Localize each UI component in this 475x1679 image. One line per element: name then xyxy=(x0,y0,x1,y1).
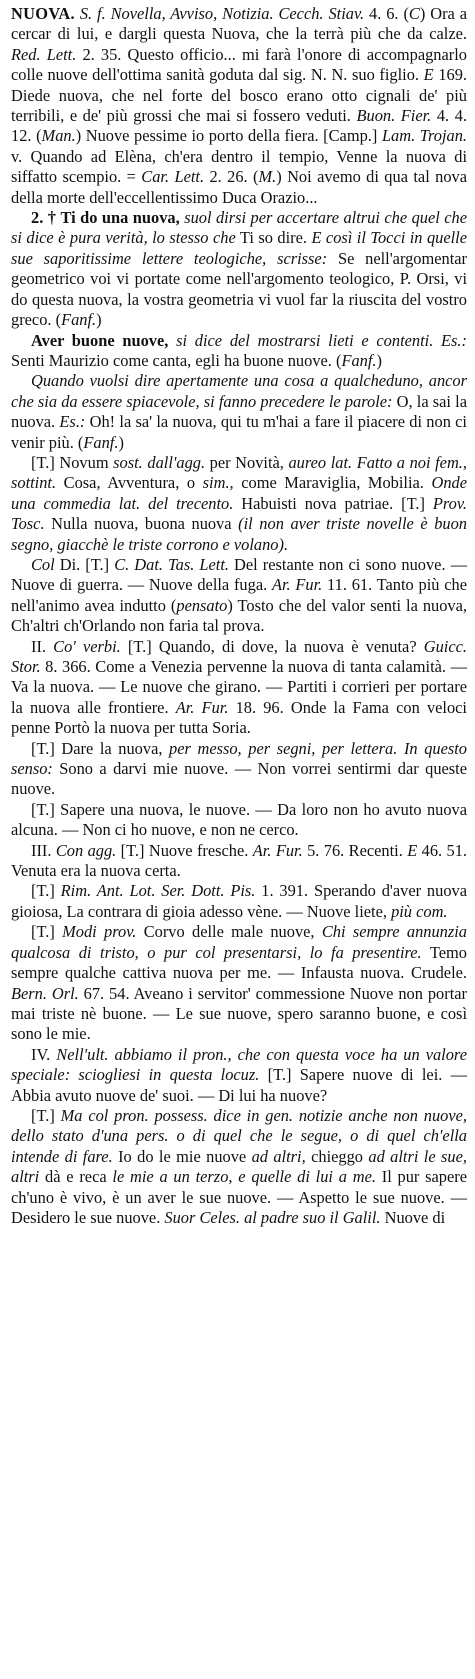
italic-text: Rim. Ant. Lot. Ser. Dott. Pis. xyxy=(60,881,256,901)
italic-text: per messo, per segni, per lettera. In questo senso: xyxy=(11,738,467,779)
italic-text: suol dirsi per accertare altrui che quel che si dice è pura verità, lo stesso che xyxy=(11,208,467,248)
text-run: 169. Diede nuova, che nel forte del bosco erano otto cignali de' più terribili, e de' più grossi che mai si fossero veduti. xyxy=(11,65,468,126)
italic-text: Ar. Fur. xyxy=(252,840,303,860)
text-run: [T.] Quando, di dove, la nuova è venuta? xyxy=(120,636,424,656)
text-run: Sono a darvi mie nuove. — Non vorrei sentirmi dar queste nuove. xyxy=(11,759,467,799)
text-run: dà e reca xyxy=(39,1167,113,1187)
paragraph-entry-headword xyxy=(11,4,467,208)
italic-text: Fanf. xyxy=(83,432,119,452)
italic-text: Co' verbi. xyxy=(53,636,121,656)
text-run: chieggo xyxy=(305,1146,369,1166)
italic-text: Guicc. Stor. xyxy=(11,636,467,676)
text-run: ) xyxy=(118,432,124,452)
text-run: II. xyxy=(31,636,54,656)
italic-text: M. xyxy=(258,167,277,187)
text-run: 4. 6. ( xyxy=(364,4,409,23)
bold-term: Aver buone nuove, xyxy=(31,330,169,350)
paragraph-sense-iv xyxy=(11,1045,467,1106)
paragraph-sense-iii xyxy=(11,841,467,882)
italic-text: Lam. Trojan. xyxy=(381,126,467,146)
text-run: ) Noi avemo di qua tal nova della morte dell'eccellentissimo Duca Orazio... xyxy=(11,167,467,207)
italic-text: più com. xyxy=(391,901,448,921)
text-run: v. Quando ad Elèna, ch'era dentro il tempio, Venne la nuova di siffatto scempio. = xyxy=(11,146,467,187)
italic-text: C. Dat. Tas. Lett. xyxy=(114,554,229,574)
italic-text: Chi sempre annunzia qualcosa di tristo, o pur col presentarsi, lo fa presentire. xyxy=(11,922,468,962)
italic-text: Ar. Fur. xyxy=(175,697,229,717)
text-run: 46. 51. Venuta era la nuova certa. xyxy=(11,840,468,881)
paragraph-aver-buone-nuove xyxy=(11,331,467,372)
text-run: [T.] Dare la nuova, xyxy=(31,738,170,758)
text-run: Habuisti nova patriae. [T.] xyxy=(233,493,433,513)
text-run: Oh! la sa' la nuova, qui tu m'hai a fare il piacere di non ci venir più. ( xyxy=(11,412,467,452)
text-run: 11. 61. Tanto più che nell'animo avea indutto ( xyxy=(11,575,467,615)
italic-text: Suor Celes. al padre suo il Galil. xyxy=(164,1207,381,1227)
text-run: [T.] Sapere nuove di lei. — Abbia avuto nuove de' suoi. — Di lui ha nuove? xyxy=(11,1065,467,1105)
text-run: O, la sai la nuova. xyxy=(11,391,467,432)
italic-text: le mie a un terzo, e quelle di lui a me. xyxy=(112,1167,376,1187)
italic-text: Prov. Tosc. xyxy=(11,493,467,534)
text-run: Il pur sapere ch'uno è vivo, è un aver le sue nuove. — Aspetto le sue nuove. — Desidero le sue nuove. xyxy=(11,1167,468,1227)
italic-text: sim., xyxy=(202,473,234,493)
text-run: 18. 96. Onde la Fama con veloci penne Portò la nuova per tutta Soria. xyxy=(11,697,467,738)
text-run: Nuove di xyxy=(380,1207,446,1227)
bold-term: 2. † Ti do una nuova, xyxy=(31,208,180,228)
text-run: ) xyxy=(96,310,102,330)
italic-text: Ar. Fur. xyxy=(271,575,323,595)
text-run: IV. xyxy=(31,1044,57,1064)
italic-text: Car. Lett. xyxy=(141,167,205,187)
text-run: [T.] xyxy=(31,881,61,901)
paragraph-quando-vuolsi xyxy=(11,371,467,453)
paragraph-col-di xyxy=(11,555,467,637)
italic-text: ad altri le sue, altri xyxy=(11,1146,467,1187)
paragraph-dare-la-nuova xyxy=(11,739,467,800)
italic-text: ad altri, xyxy=(251,1146,306,1166)
text-run: 5. 76. Recenti. xyxy=(302,840,408,860)
text-run: ) Nuove pessime io porto della fiera. [Camp.] xyxy=(75,126,382,146)
text-run: [T.] Sapere una nuova, le nuove. — Da loro non ho avuto nuova alcuna. — Non ci ho nuove, e non ne cerco. xyxy=(11,799,467,840)
paragraph-rim-ant xyxy=(11,881,467,922)
text-run: Temo sempre qualche cattiva nuova per me. — Infausta nuova. Crudele. xyxy=(11,942,467,983)
text-run: Cosa, Avventura, o xyxy=(56,473,203,493)
italic-text: si dice del mostrarsi lieti e contenti. Es.: xyxy=(176,330,467,350)
italic-text: sost. dall'agg. xyxy=(113,452,206,472)
italic-text: Red. Lett. xyxy=(11,44,77,64)
italic-text: Modi prov. xyxy=(62,922,137,942)
italic-text: E xyxy=(407,840,418,860)
italic-text: Es.: xyxy=(59,412,86,432)
text-run: come Maraviglia, Mobilia. xyxy=(233,473,432,493)
text-run: [T.] Nuove fresche. xyxy=(116,840,253,860)
italic-text: Buon. Fier. xyxy=(356,106,432,126)
text-run: 4. 4. 12. ( xyxy=(11,106,468,146)
text-run: 1. 391. Sperando d'aver nuova gioiosa, La contrara di gioia adesso vène. — Nuove liete, xyxy=(11,881,467,921)
text-run: Nulla nuova, buona nuova xyxy=(44,514,239,534)
paragraph-pron-possess xyxy=(11,1106,467,1228)
italic-text: Col xyxy=(31,554,55,574)
italic-text: Ma col pron. possess. dice in gen. notizie anche non nuove, dello stato d'una pers. o di quel che le segue, o di quel ch'ella intende di fare. xyxy=(11,1105,467,1166)
italic-text: (il non aver triste novelle è buon segno, giacchè le triste corrono e volano). xyxy=(11,514,467,554)
paragraph-sense-2 xyxy=(11,208,467,330)
text-run: Se nell'argomentar geometrico voi vi portate come nell'argomento teologico, P. Orsi, vi do questa nuova, la vostra geometria vi vuol far la riuscita del vostro greco. ( xyxy=(11,248,467,330)
italic-text: Fanf. xyxy=(61,310,97,330)
italic-text: pensato xyxy=(176,595,228,615)
italic-text: S. f. Novella, Avviso, Notizia. Cecch. Stiav. xyxy=(79,4,365,23)
text-run: Io do le mie nuove xyxy=(112,1146,252,1166)
italic-text: Man. xyxy=(41,126,76,146)
paragraph-novum xyxy=(11,453,467,555)
text-run: ) Ora a cercar di lui, e dargli questa Nuova, che la terrà più che da calze. xyxy=(11,4,467,44)
italic-text: Quando vuolsi dire apertamente una cosa a qualcheduno, ancor che sia da essere spiacevole, si fanno precedere le parole: xyxy=(11,371,467,411)
text-run xyxy=(168,331,176,350)
italic-text: aureo lat. Fatto a noi fem., sottint. xyxy=(11,452,467,493)
text-run: Ti so dire. xyxy=(235,228,312,248)
text-run: 2. 35. Questo officio... mi farà l'onore di accompagnarlo colle nuove dell'ottima sanità goduta dal sig. N. N. suo figlio. xyxy=(11,44,467,85)
italic-text: Bern. Orl. xyxy=(11,983,79,1003)
text-run: Senti Maurizio come canta, egli ha buone nuove. ( xyxy=(11,350,342,370)
paragraph-sense-ii xyxy=(11,637,467,739)
italic-text: C xyxy=(408,4,420,23)
italic-text: E così il Tocci in quelle sue saporitissime lettere teologiche, scrisse: xyxy=(11,228,467,268)
paragraph-modi-prov xyxy=(11,922,467,1044)
text-run: 8. 366. Come a Venezia pervenne la nuova di tanta calamità. — Va la nuova. — Le nuove che girano. — Partiti i corrieri per portare la nuova alle frontiere. xyxy=(11,657,467,717)
text-run: Del restante non ci sono nuove. — Nuove di guerra. — Nuove della fuga. xyxy=(11,554,467,595)
text-run: [T.] Novum xyxy=(31,452,114,472)
italic-text: Onde una commedia lat. del trecento. xyxy=(11,473,467,513)
italic-text: E xyxy=(423,65,434,85)
text-run: ) xyxy=(376,350,382,370)
text-run: Di. [T.] xyxy=(54,554,115,574)
paragraph-sapere-una-nuova xyxy=(11,800,467,841)
text-run: [T.] xyxy=(31,922,63,942)
text-run: ) Tosto che del valor senti la nuova, Ch'altri ch'Orlando non faria tal prova. xyxy=(11,595,467,636)
italic-text: Nell'ult. abbiamo il pron., che con questa voce ha un valore speciale: sciogliesi in questa locuz. xyxy=(11,1044,467,1085)
text-run: 67. 54. Aveano i servitor' commessione Nuove non portar mai triste nè buone. — Le sue nuove, spero saranno buone, e così sono le mie. xyxy=(11,983,467,1044)
italic-text: Fanf. xyxy=(341,350,377,370)
text-run: Corvo delle male nuove, xyxy=(136,922,322,942)
italic-text: Con agg. xyxy=(55,840,117,860)
text-run: [T.] xyxy=(31,1105,61,1125)
text-run: III. xyxy=(31,840,56,860)
text-run: 2. 26. ( xyxy=(204,167,259,187)
bold-term: NUOVA. xyxy=(11,4,75,23)
text-run: per Novità, xyxy=(205,452,289,472)
